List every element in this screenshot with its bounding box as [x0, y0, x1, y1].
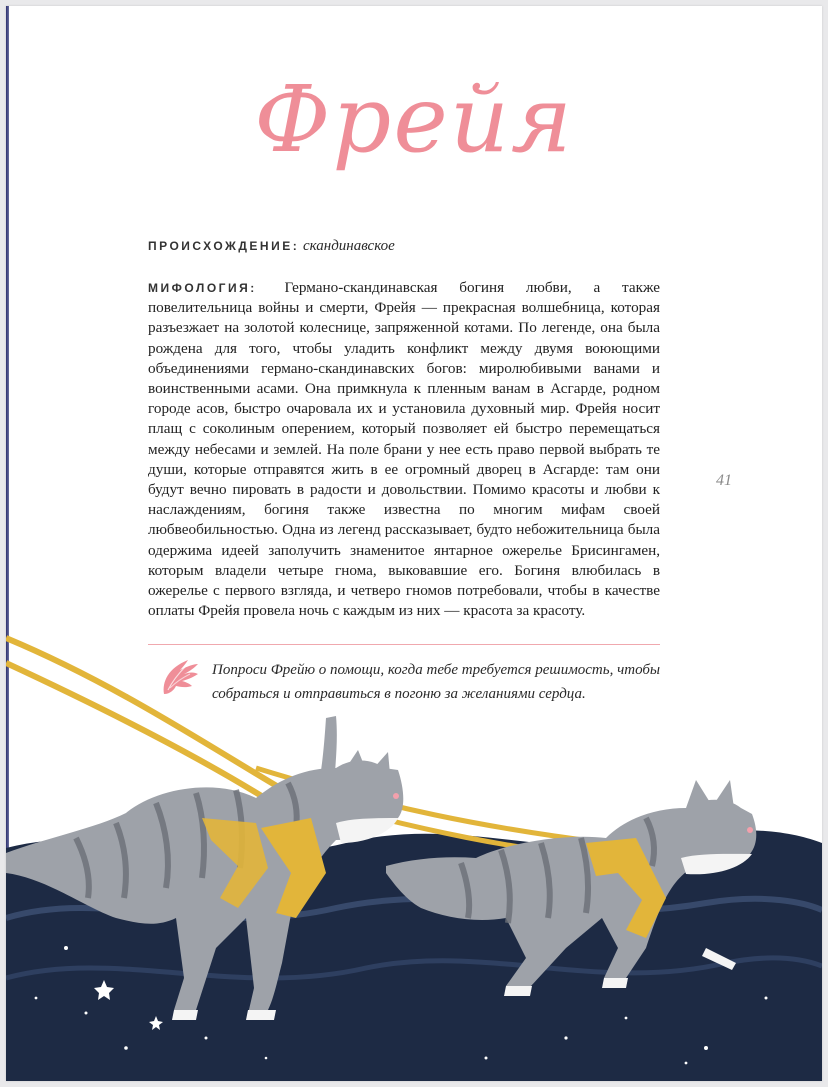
- cats-illustration: [6, 618, 822, 1081]
- book-page: [6, 6, 822, 1081]
- mythology-text: Германо-скандинавская богиня любви, а также повелительница войны и смерти, Фрейя — прекрасная волшебница, которая разъезжает на золотой колеснице, запряженной котами. По легенде, она была рождена для того, чтобы уладить конфликт между двумя воюющими объединениями германо-скандинавских богов: миролюбивыми ванами и воинственными асами. Она примкнула к пленным ванам в Асгарде, родном городе асов, быстро очаровала их и установила духовный мир. Фрейя носит плащ с соколиным оперением, который позволяет ей быстро перемещаться между небесами и землей. На поле брани у нее есть право первой выбрать те души, которые отправятся жить в ее огромный дворец в Асгарде: там они будут вечно пировать в радости и довольствии. Помимо красоты и любви к наслаждениям, богиня также известна по многим мифам своей любвеобильностью. Одна из легенд рассказывает, будто небожительница была одержима идеей заполучить знаменитое янтарное ожерелье Брисингамен, которым владели четыре гнома, выковавшие его. Богиня влюбилась в ожерелье с первого взгляда, и четверо гномов потребовали, чтобы в качестве оплаты Фрейя провела ночь с каждым из них — красота за красоту.: [148, 279, 660, 620]
- origin-label: ПРОИСХОЖДЕНИЕ:: [148, 239, 300, 253]
- page-number: 41: [716, 472, 732, 489]
- page-title: Фрейя: [254, 66, 574, 173]
- quote-text: Попроси Фрейю о помощи, когда тебе требуется решимость, чтобы собраться и отправиться в погоню за желаниями сердца.: [212, 662, 661, 702]
- mythology-label: МИФОЛОГИЯ:: [148, 281, 257, 295]
- origin-line: [148, 238, 395, 255]
- leash-2: [6, 663, 296, 818]
- leash-1: [6, 638, 306, 803]
- origin-value: скандинавское: [302, 238, 395, 254]
- mythology-paragraph: [148, 278, 660, 621]
